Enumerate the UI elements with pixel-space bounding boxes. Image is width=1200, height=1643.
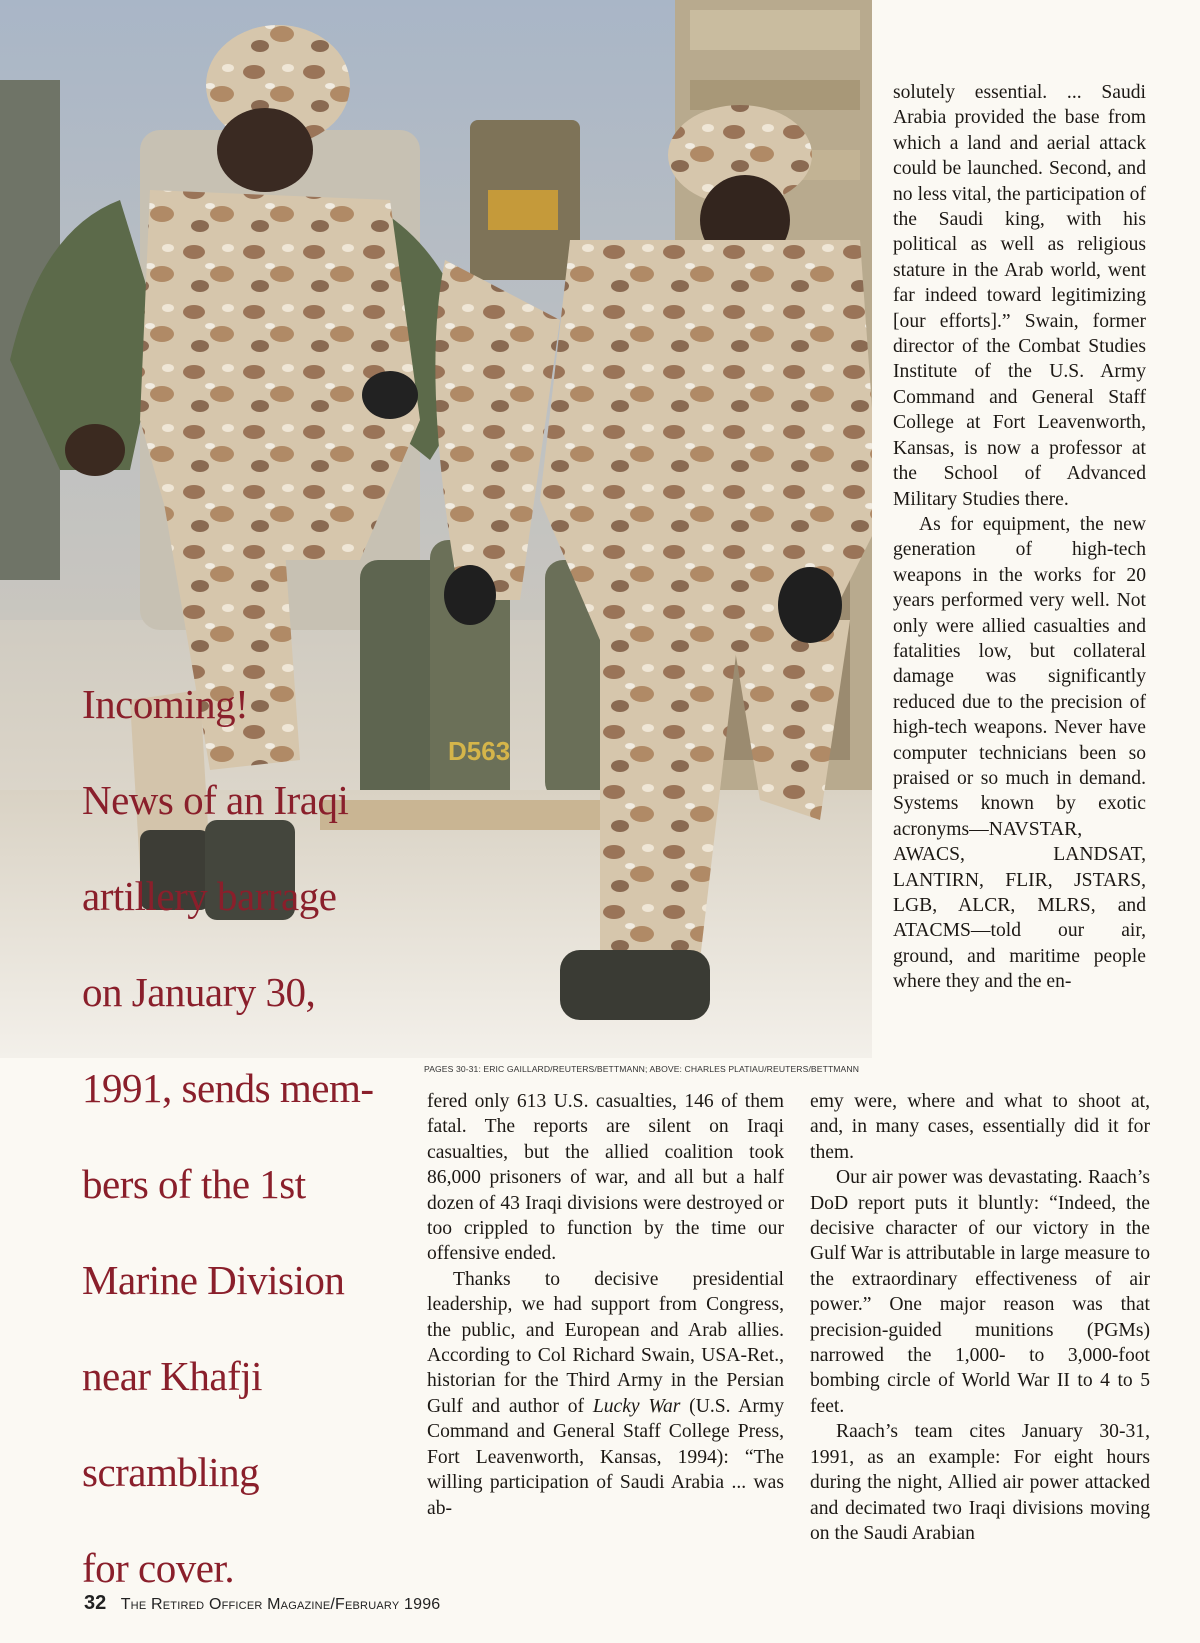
- page-footer: [84, 1592, 440, 1615]
- caption-line: artillery barrage: [82, 873, 337, 919]
- caption-line: scrambling: [82, 1449, 260, 1495]
- article-column-right-top: [893, 80, 1146, 995]
- caption-line: Incoming!: [82, 681, 249, 727]
- text-run: (U.S. Army Command and General Staff College Press, Fort Leavenworth, Kansas, 1994): “The willing participation of Saudi Arabia ... was ab-: [427, 1395, 784, 1519]
- page-number: 32: [84, 1592, 107, 1614]
- article-column-right-bottom: [810, 1089, 1150, 1546]
- paragraph: emy were, where and what to shoot at, and, in many cases, essentially did it for them.: [810, 1091, 1150, 1163]
- caption-line: for cover.: [82, 1545, 235, 1591]
- shell-marking: D563: [448, 736, 511, 766]
- caption-line: Marine Division: [82, 1257, 345, 1303]
- book-title: Lucky War: [592, 1395, 681, 1417]
- paragraph: fered only 613 U.S. casualties, 146 of them fatal. The reports are silent on Iraqi casualties, but the allied coalition took 86,000 prisoners of war, and all but a half dozen of 43 Iraqi divisions were destroyed or too crippled to function by the time our offensive ended.: [427, 1091, 784, 1265]
- caption-line: 1991, sends mem-: [82, 1065, 374, 1111]
- paragraph: solutely essential. ... Saudi Arabia provided the base from which a land and aerial attack could be launched. Second, and no less vital, the participation of the Saudi king, with his political as well as religious stature in the Arab world, went far indeed toward legitimizing [our efforts].” Swain, former director of the Combat Studies Institute of the U.S. Army Command and General Staff College at Fort Leavenworth, Kansas, is now a professor at the School of Advanced Military Studies there.: [893, 82, 1146, 510]
- photo-caption: [82, 656, 422, 1616]
- caption-line: near Khafji: [82, 1353, 263, 1399]
- paragraph: Raach’s team cites January 30-31, 1991, as an example: For eight hours during the night, Allied air power attacked and decimated two Iraqi divisions moving on the Saudi Arabian: [810, 1421, 1150, 1544]
- caption-line: News of an Iraqi: [82, 777, 349, 823]
- text-run: Thanks to decisive presidential leadership, we had support from Congress, the public, and European and Arab allies. According to Col Richard Swain, USA-Ret., historian for the Third Army in the Persian Gulf and author of: [427, 1268, 784, 1417]
- paragraph: Our air power was devastating. Raach’s DoD report puts it bluntly: “Indeed, the decisive character of our victory in the Gulf War is attributable in large measure to the extraordinary effectiveness of air power.” One major reason was that precision-guided munitions (PGMs) narrowed the 1,000- to 3,000-foot bombing circle of World War II to 4 to 5 feet.: [810, 1167, 1150, 1417]
- article-column-middle: [427, 1089, 784, 1521]
- caption-line: bers of the 1st: [82, 1161, 306, 1207]
- magazine-issue: The Retired Officer Magazine/February 1996: [120, 1596, 441, 1613]
- paragraph: As for equipment, the new generation of high-tech weapons in the works for 20 years performed very well. Not only were allied casualties and fatalities low, but collateral damage was significantly reduced due to the precision of high-tech weapons. Never have computer technicians been so praised or so much in demand. Systems known by exotic acronyms—NAVSTAR, AWACS, LANDSAT, LANTIRN, FLIR, JSTARS, LGB, ALCR, MLRS, and ATACMS—told our air, ground, and maritime people where they and the en-: [893, 513, 1146, 993]
- caption-line: on January 30,: [82, 969, 316, 1015]
- paragraph: [427, 1267, 784, 1521]
- photo-credit: PAGES 30-31: ERIC GAILLARD/REUTERS/BETTMANN; ABOVE: CHARLES PLATIAU/REUTERS/BETTMANN: [424, 1064, 860, 1074]
